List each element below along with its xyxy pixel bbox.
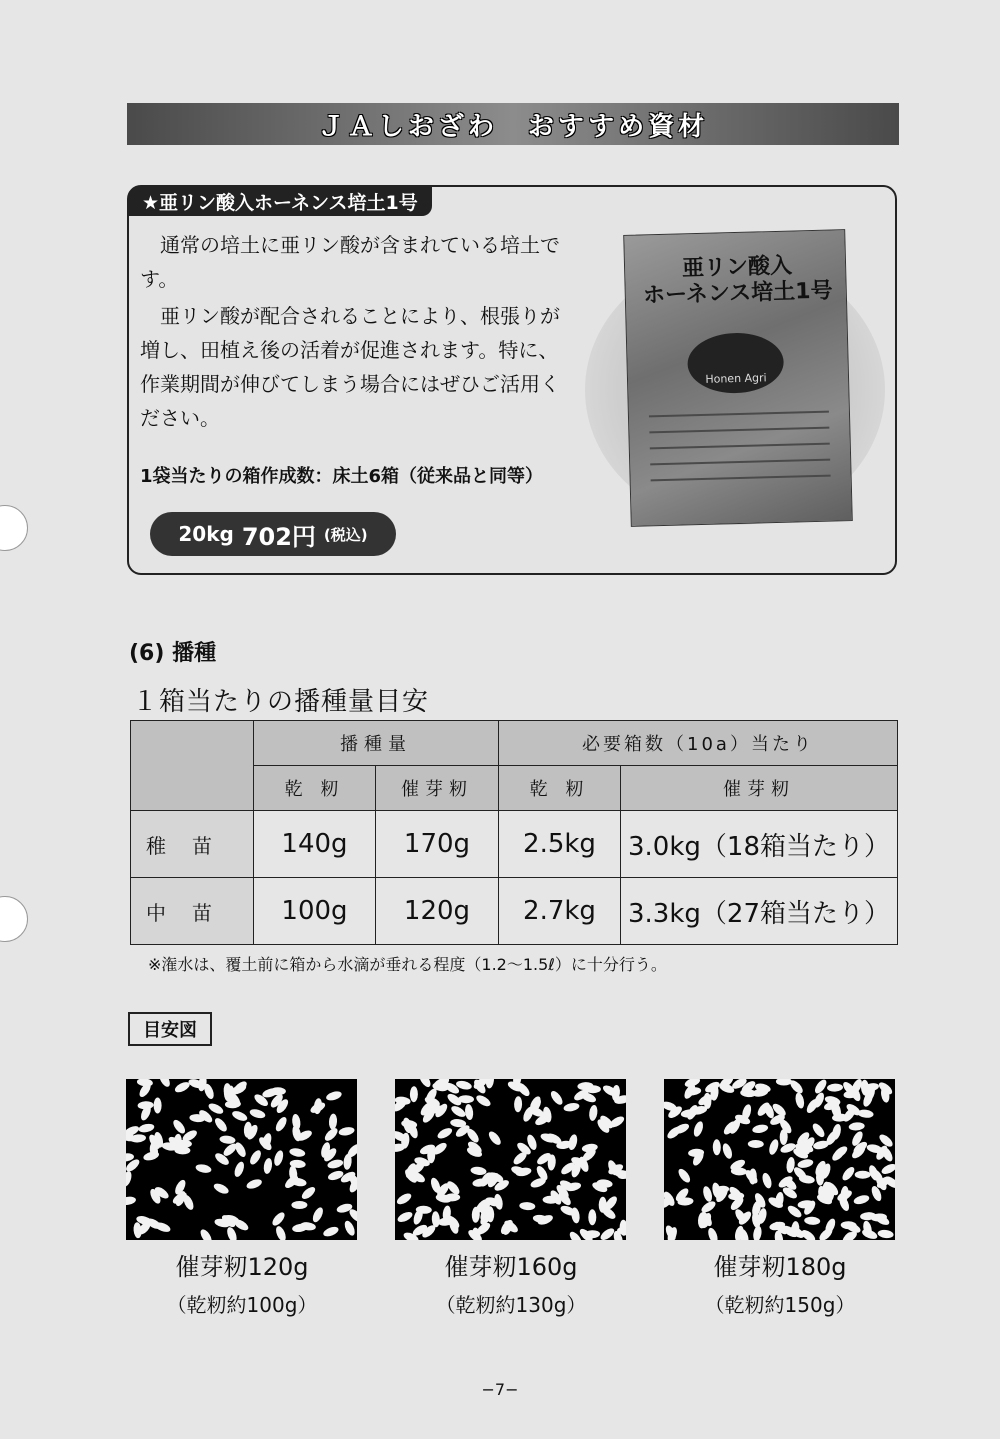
seed-photo-graphic — [664, 1079, 895, 1240]
table-row — [131, 878, 898, 945]
product-bag-image — [623, 229, 853, 527]
caption-sub: （乾籾約150g） — [704, 1293, 856, 1317]
table-sub-header: 乾 籾 — [254, 766, 376, 811]
table-cell: 3.3kg（27箱当たり） — [621, 878, 898, 945]
seed-grain — [588, 1104, 598, 1121]
seed-grain — [857, 1109, 874, 1119]
table-cell: 100g — [254, 878, 376, 945]
seed-grain — [563, 1102, 580, 1113]
table-cell: 140g — [254, 811, 376, 878]
table-group-header: 播種量 — [254, 721, 499, 766]
seed-photo — [126, 1079, 357, 1240]
seed-grain — [748, 1140, 764, 1148]
bag-text-line — [649, 427, 829, 434]
seed-grain — [470, 1166, 487, 1176]
table-cell: 2.5kg — [499, 811, 621, 878]
seed-grain — [702, 1185, 714, 1203]
table-cell: 120g — [376, 878, 499, 945]
seed-grain — [804, 1216, 821, 1225]
seed-grain — [213, 1116, 229, 1133]
product-paragraph: 亜リン酸が配合されることにより、根張りが増し、田植え後の活着が促進されます。特に、作業期間が伸びてしまう場合にはぜひご活用ください。 — [140, 304, 560, 430]
seed-grain — [245, 1178, 263, 1191]
seed-grain — [343, 1219, 357, 1237]
seed-grain — [274, 1115, 289, 1133]
seed-grain — [800, 1228, 818, 1240]
seed-grain — [396, 1210, 414, 1224]
seed-grain — [289, 1147, 306, 1158]
seed-grain — [171, 1118, 187, 1136]
seed-grain — [300, 1185, 317, 1201]
table-group-header: 必要箱数（10a）当たり — [499, 721, 898, 766]
seed-grain — [263, 1157, 273, 1174]
seed-grain — [270, 1210, 287, 1227]
seed-grain — [138, 1123, 155, 1134]
seed-grain — [581, 1143, 598, 1153]
seed-grain — [706, 1227, 719, 1240]
bag-label: 亜リン酸入 ホーネンス培土1号 — [642, 253, 833, 309]
seed-grain — [797, 1158, 814, 1169]
punch-hole — [0, 896, 28, 942]
seed-grain — [157, 1079, 172, 1088]
bag-text-line — [650, 443, 830, 450]
row-label: 稚苗 — [131, 811, 254, 878]
table-sub-header: 催芽籾 — [376, 766, 499, 811]
seed-grain — [853, 1194, 871, 1206]
seed-grain — [207, 1101, 225, 1116]
row-label: 中苗 — [131, 878, 254, 945]
seed-grain — [249, 1108, 267, 1120]
table-corner — [131, 721, 254, 811]
seed-grain — [126, 1196, 137, 1206]
seed-photo-graphic — [395, 1079, 626, 1240]
seed-grain — [811, 1122, 827, 1140]
seed-grain — [474, 1093, 492, 1108]
section-subtitle: １箱当たりの播種量目安 — [132, 687, 430, 717]
bag-text-line — [650, 459, 830, 466]
table-sub-header: 催芽籾 — [621, 766, 898, 811]
seed-grain — [599, 1226, 617, 1240]
seed-photo-graphic — [126, 1079, 357, 1240]
seed-grain — [855, 1171, 871, 1179]
seed-photo — [664, 1079, 895, 1240]
caption-main: 催芽籾160g — [444, 1253, 578, 1281]
seed-grain — [431, 1211, 440, 1227]
seed-grain — [514, 1096, 523, 1112]
seed-grain — [848, 1122, 865, 1131]
seed-grain — [154, 1098, 162, 1114]
seed-grain — [713, 1139, 721, 1155]
seed-grain — [233, 1160, 246, 1178]
seed-grain — [721, 1142, 734, 1160]
seed-grain — [436, 1126, 454, 1141]
product-title: ★亜リン酸入ホーネンス培土1号 — [128, 186, 432, 216]
page-number: −7− — [481, 1380, 519, 1399]
seed-grain — [291, 1201, 307, 1209]
seed-grain — [328, 1113, 337, 1130]
seed-grain — [195, 1163, 212, 1174]
seed-grain — [417, 1079, 432, 1089]
price-weight: 20kg — [178, 522, 234, 546]
seed-grain — [794, 1092, 805, 1109]
seed-grain — [776, 1079, 792, 1086]
seed-grain — [519, 1202, 536, 1211]
seed-grain — [274, 1225, 288, 1240]
bag-text-line — [649, 411, 829, 418]
seed-grain — [338, 1126, 355, 1137]
table-sub-header: 乾 籾 — [499, 766, 621, 811]
section-title: (6) 播種 — [129, 641, 217, 666]
seed-grain — [212, 1181, 230, 1195]
seed-grain — [768, 1138, 781, 1156]
product-paragraph: 通常の培土に亜リン酸が含まれている培土です。 — [140, 233, 560, 291]
page-banner: ＪＡしおざわ おすすめ資材 — [127, 103, 899, 145]
seed-grain — [464, 1104, 474, 1121]
seed-grain — [487, 1129, 503, 1146]
table-cell: 170g — [376, 811, 499, 878]
caption-main: 催芽籾180g — [713, 1253, 847, 1281]
caption-sub: （乾籾約100g） — [166, 1293, 318, 1317]
seed-grain — [273, 1149, 285, 1167]
seed-grain — [827, 1083, 843, 1092]
seed-grain — [248, 1148, 263, 1166]
seed-grain — [588, 1209, 596, 1225]
seed-grain — [325, 1090, 343, 1102]
seed-grain — [840, 1165, 856, 1182]
caption-sub: （乾籾約130g） — [435, 1293, 587, 1317]
price-badge — [150, 512, 396, 556]
bag-text-line — [651, 475, 831, 482]
bag-logo: Honen Agri — [687, 332, 785, 394]
table-row — [131, 811, 898, 878]
seed-grain — [880, 1162, 895, 1176]
seed-grain — [126, 1170, 133, 1188]
seed-grain — [676, 1167, 692, 1185]
seed-grain — [877, 1229, 894, 1239]
seed-grain — [311, 1206, 325, 1224]
table-cell: 3.0kg（18箱当たり） — [621, 811, 898, 878]
price-tax: (税込) — [323, 525, 368, 544]
table-cell: 2.7kg — [499, 878, 621, 945]
caption-main: 催芽籾120g — [175, 1253, 309, 1281]
seed-grain — [752, 1225, 762, 1240]
seed-grain — [449, 1104, 467, 1119]
seed-grain — [410, 1086, 418, 1102]
price-value: 702円 — [241, 522, 316, 551]
punch-hole — [0, 505, 28, 551]
reference-label: 目安図 — [128, 1012, 212, 1046]
seed-grain — [225, 1226, 238, 1240]
box-count: 1袋当たりの箱作成数：床土6箱（従来品と同等） — [140, 466, 544, 487]
seed-photo — [395, 1079, 626, 1240]
photo-caption — [391, 1248, 631, 1324]
seed-grain — [692, 1120, 705, 1138]
seed-grain — [427, 1147, 435, 1163]
seed-grain — [233, 1141, 248, 1159]
seed-grain — [549, 1089, 565, 1107]
photo-caption — [660, 1248, 900, 1324]
seed-grain — [761, 1172, 773, 1190]
watering-note: ※潅水は、覆土前に箱から水滴が垂れる程度（1.2〜1.5ℓ）に十分行う。 — [148, 955, 667, 974]
product-description — [140, 228, 570, 438]
seeding-table — [130, 720, 898, 945]
seed-grain — [395, 1191, 413, 1206]
seed-grain — [231, 1109, 249, 1123]
photo-caption — [122, 1248, 362, 1324]
seed-grain — [198, 1228, 213, 1240]
seed-grain — [752, 1123, 769, 1134]
seed-grain — [780, 1129, 788, 1145]
seed-grain — [322, 1225, 340, 1238]
seed-grain — [493, 1193, 504, 1210]
seed-grain — [219, 1135, 236, 1145]
